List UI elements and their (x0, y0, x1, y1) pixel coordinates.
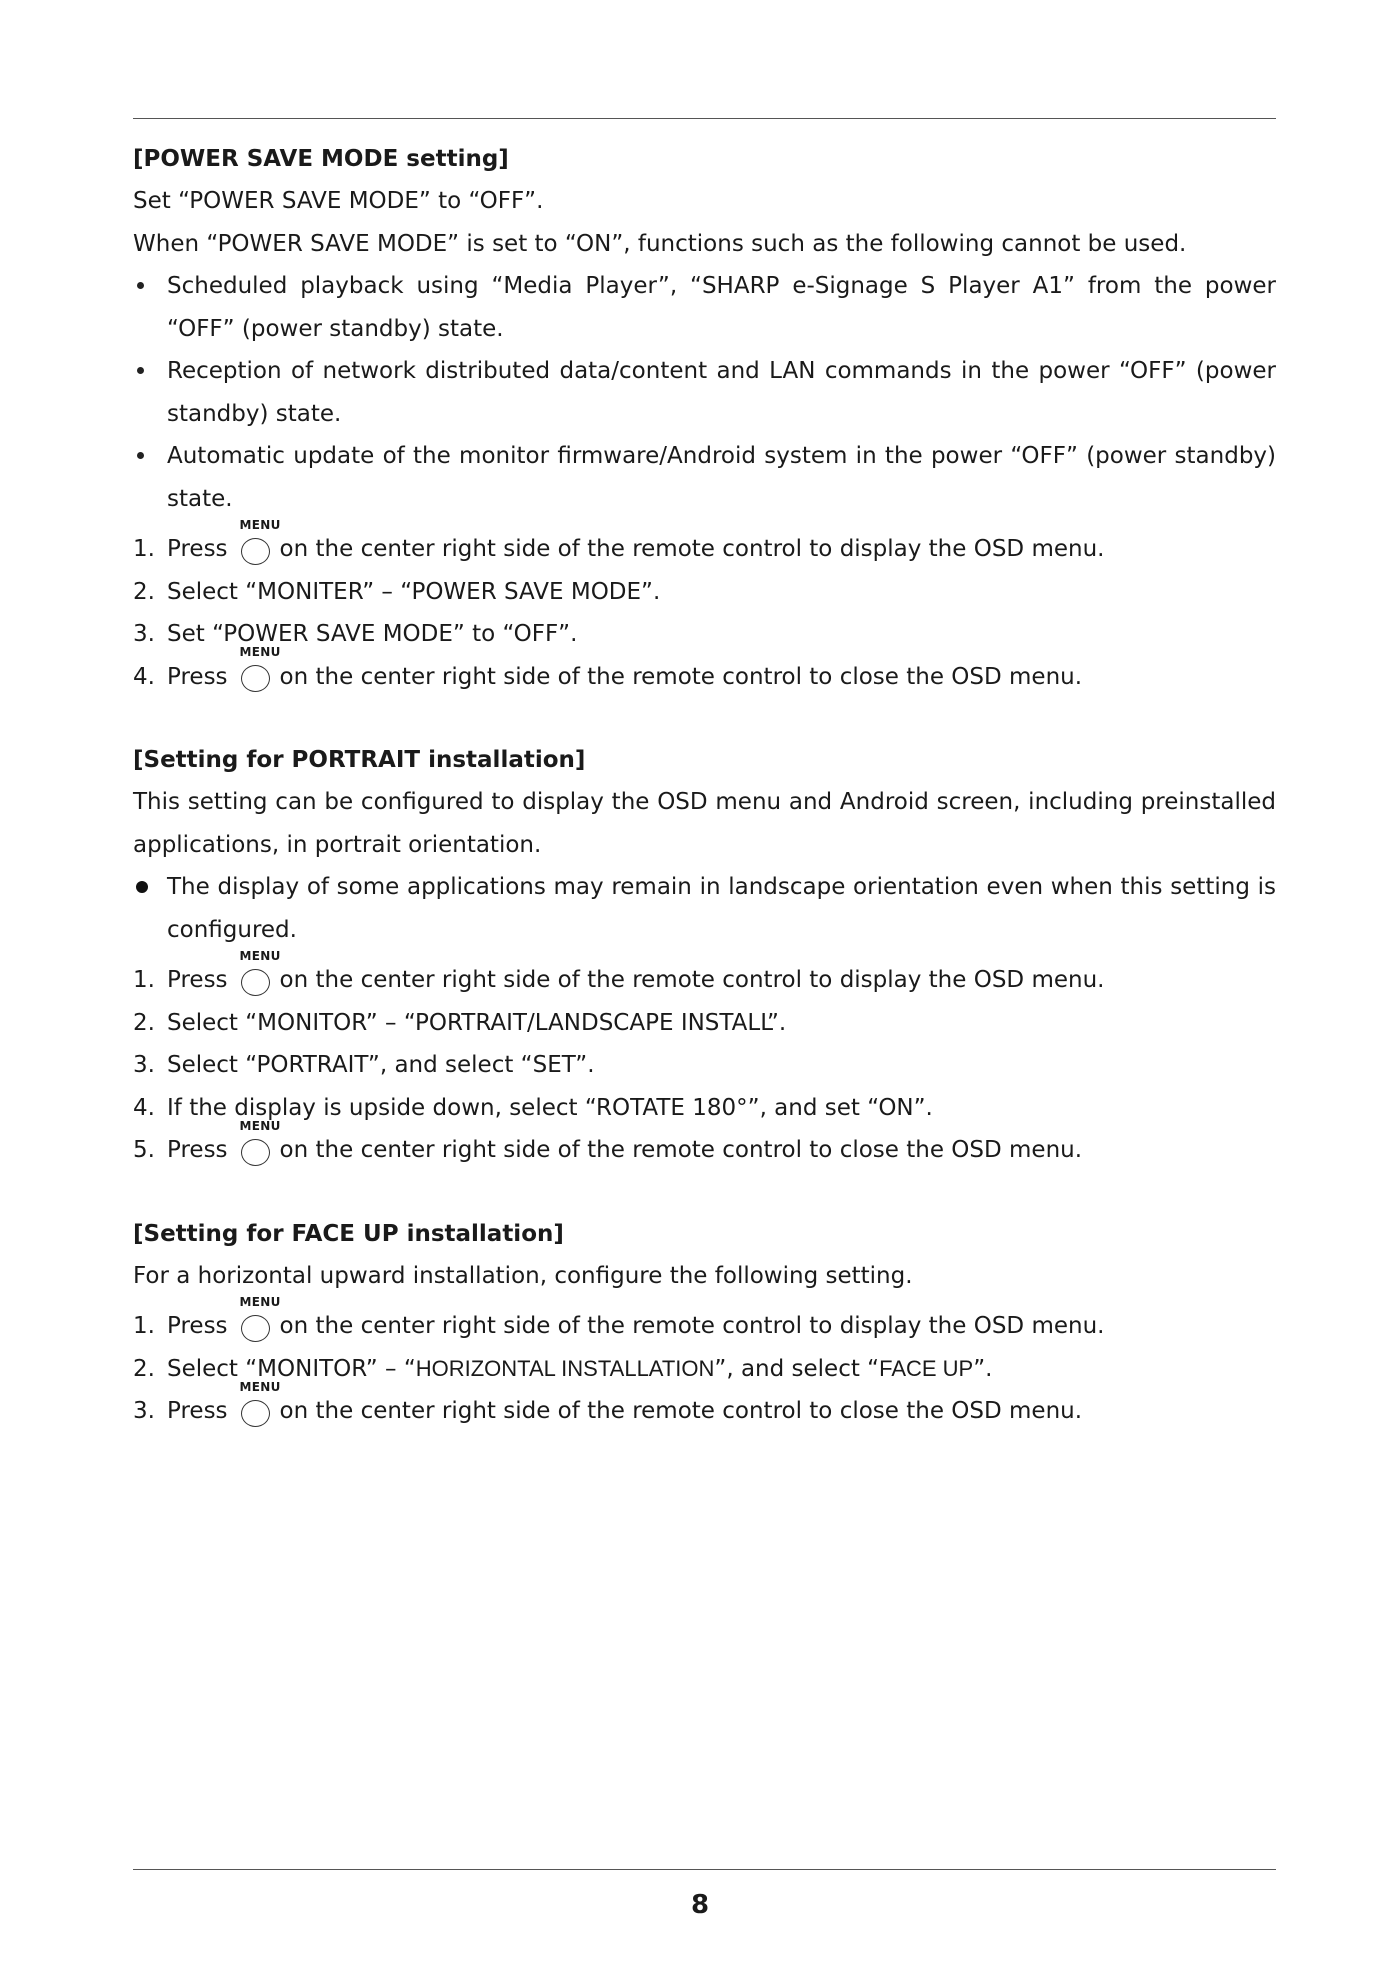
step: 2. Select “MONITOR” – “HORIZONTAL INSTALLATION”, and select “FACE UP”. (133, 1355, 993, 1382)
menu-button-icon: MENU (240, 1141, 274, 1161)
paragraph: This setting can be configured to display the OSD menu and Android screen, including preinstalled applications, in portrait orientation. (133, 789, 1276, 858)
step: 4. Press MENU on the center right side of the remote control to close the OSD menu. (133, 656, 1276, 699)
step: 2. Select “MONITOR” – “PORTRAIT/LANDSCAPE INSTALL”. (133, 1009, 787, 1036)
list-item: Reception of network distributed data/content and LAN commands in the power “OFF” (power standby) state. (167, 358, 1276, 427)
section-heading-portrait: [Setting for PORTRAIT installation] (133, 747, 586, 773)
header-rule (133, 118, 1276, 119)
menu-button-icon: MENU (240, 1317, 274, 1337)
step: 1. Press MENU on the center right side of the remote control to display the OSD menu. (133, 528, 1276, 571)
step: 3. Select “PORTRAIT”, and select “SET”. (133, 1052, 595, 1078)
step: 3. Set “POWER SAVE MODE” to “OFF”. (133, 621, 578, 647)
step: 3. Press MENU on the center right side of the remote control to close the OSD menu. (133, 1390, 1276, 1433)
section-heading-face-up: [Setting for FACE UP installation] (133, 1220, 564, 1247)
step: 4. If the display is upside down, select “ROTATE 180°”, and set “ON”. (133, 1094, 933, 1121)
list-item: Scheduled playback using “Media Player”, “SHARP e-Signage S Player A1” from the power “OFF” (power standby) state. (167, 273, 1276, 342)
page-content (133, 138, 1276, 1433)
step: 5. Press MENU on the center right side of the remote control to close the OSD menu. (133, 1129, 1276, 1172)
step: 1. Press MENU on the center right side of the remote control to display the OSD menu. (133, 1305, 1276, 1348)
menu-button-icon: MENU (240, 667, 274, 687)
list-item: Automatic update of the monitor firmware/Android system in the power “OFF” (power standby) state. (167, 443, 1276, 512)
menu-button-icon: MENU (240, 1402, 274, 1422)
menu-button-icon: MENU (240, 540, 274, 560)
page-number: 8 (690, 1890, 710, 1920)
note-item: The display of some applications may remain in landscape orientation even when this setting is configured. (167, 874, 1276, 943)
footer-rule (133, 1869, 1276, 1870)
paragraph: When “POWER SAVE MODE” is set to “ON”, functions such as the following cannot be used. (133, 230, 1187, 257)
step: 2. Select “MONITER” – “POWER SAVE MODE”. (133, 578, 661, 605)
paragraph: For a horizontal upward installation, configure the following setting. (133, 1262, 913, 1289)
section-heading-power-save: [POWER SAVE MODE setting] (133, 146, 509, 172)
menu-button-icon: MENU (240, 971, 274, 991)
step: 1. Press MENU on the center right side of the remote control to display the OSD menu. (133, 959, 1276, 1002)
paragraph: Set “POWER SAVE MODE” to “OFF”. (133, 188, 544, 214)
